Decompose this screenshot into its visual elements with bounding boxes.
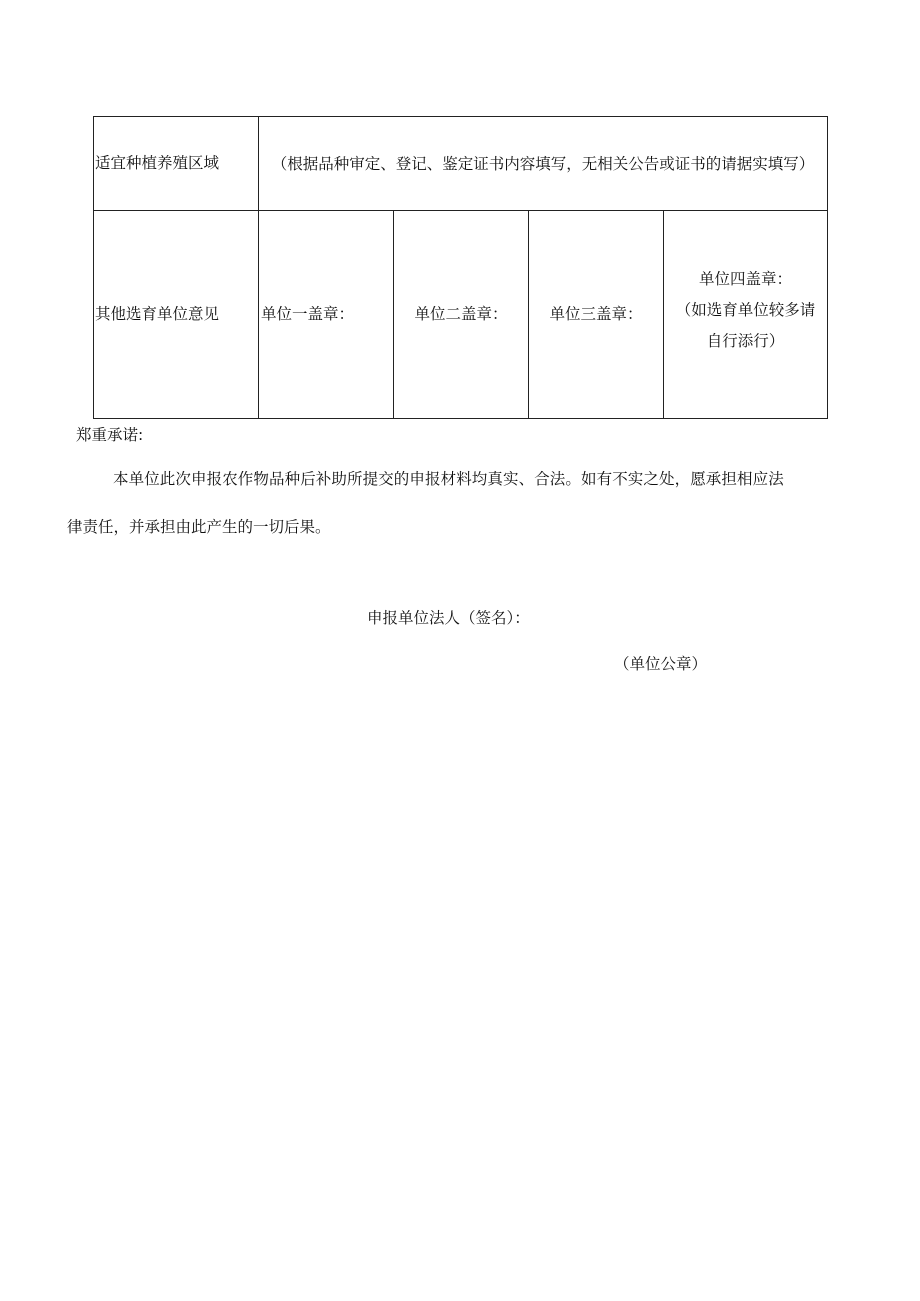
region-row (94, 117, 828, 211)
stamp-unit-3: 单位三盖章： (529, 211, 664, 419)
stamp-unit-4-title: 单位四盖章： (699, 270, 793, 288)
pledge-text-line2: 律责任，并承担由此产生的一切后果。 (67, 518, 331, 536)
region-content: （根据品种审定、登记、鉴定证书内容填写，无相关公告或证书的请据实填写） (259, 117, 828, 211)
pledge-text-line1: 本单位此次申报农作物品种后补助所提交的申报材料均真实、合法。如有不实之处，愿承担相应法 (113, 470, 784, 488)
stamp-unit-1: 单位一盖章： (259, 211, 394, 419)
stamp-unit-4 (664, 211, 828, 419)
stamp-unit-4-note-line2: 自行添行） (706, 332, 785, 350)
unit-seal-label: （单位公章） (614, 655, 708, 673)
opinion-label: 其他选育单位意见 (94, 211, 259, 419)
application-form-table (93, 116, 828, 419)
pledge-heading: 郑重承诺: (76, 426, 144, 444)
stamp-unit-4-note-line1: （如选育单位较多请 (675, 301, 816, 319)
region-label: 适宜种植养殖区域 (94, 117, 259, 211)
legal-person-signature-label: 申报单位法人（签名）： (367, 609, 530, 627)
opinion-row (94, 211, 828, 419)
stamp-unit-2: 单位二盖章： (394, 211, 529, 419)
